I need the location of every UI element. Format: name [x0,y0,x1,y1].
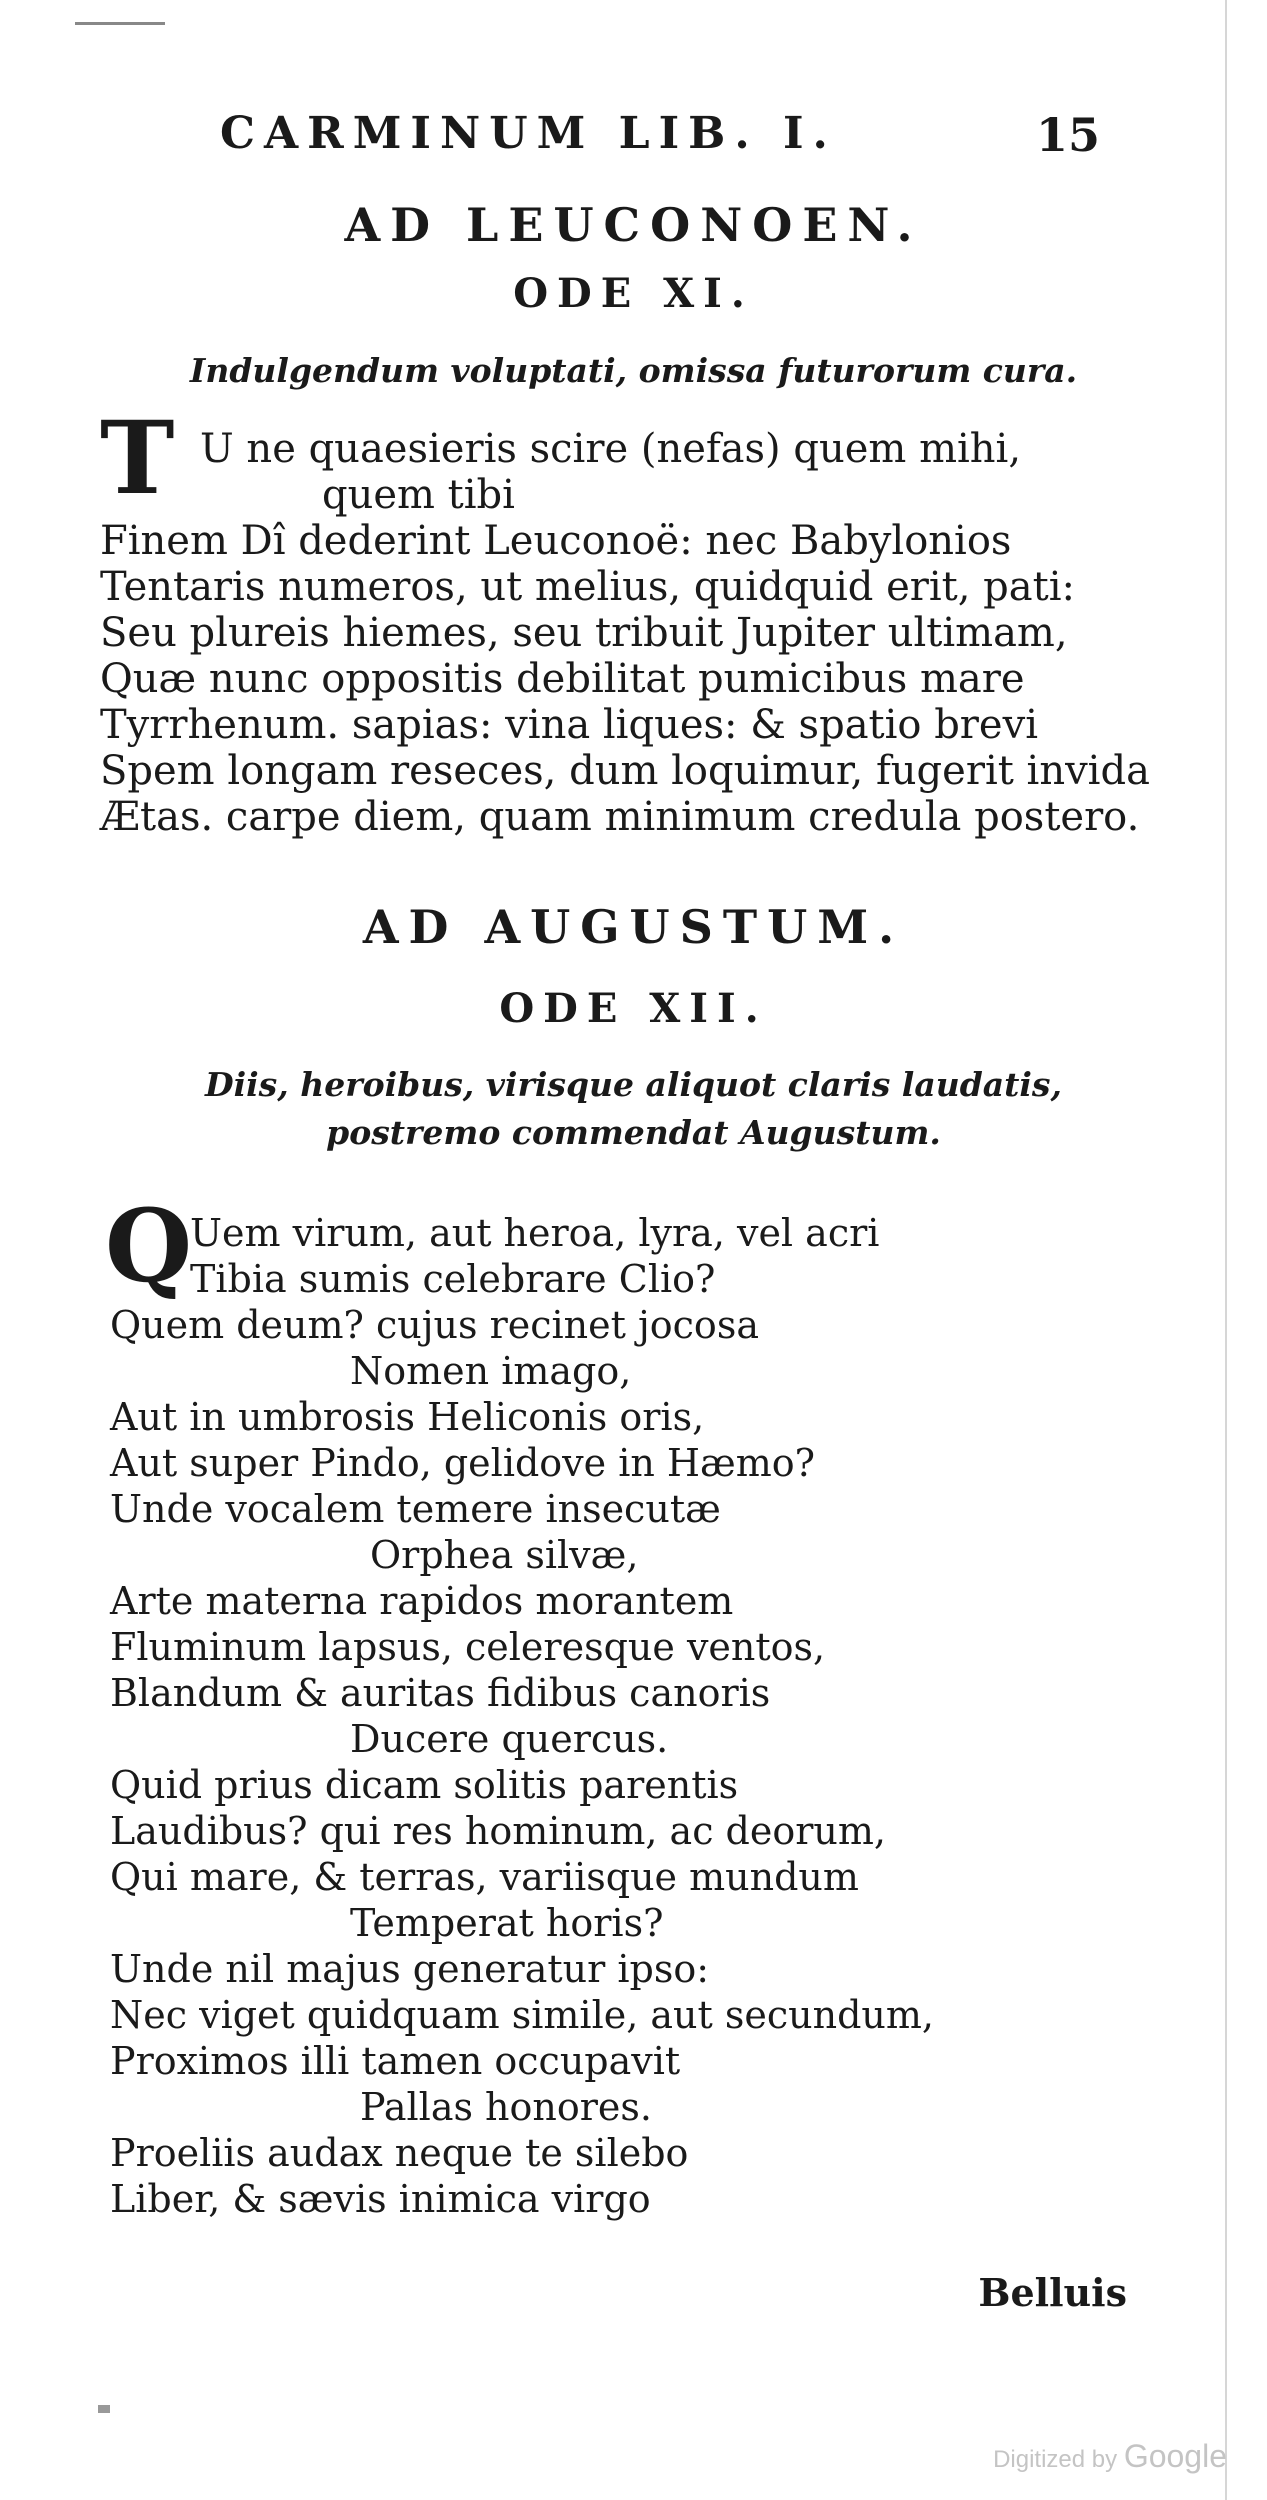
poem-line: Temperat horis? [350,1901,664,1945]
poem-line: Nomen imago, [350,1349,632,1393]
page-number: 15 [1035,108,1100,162]
poem-line: Proeliis audax neque te silebo [110,2131,689,2175]
digitized-prefix: Digitized by [993,2446,1118,2473]
ode12-poem [110,1210,934,2222]
poem-line: Finem Dî dederint Leuconoë: nec Babylonios [100,518,1012,564]
poem-line: Laudibus? qui res hominum, ac deorum, [110,1809,886,1853]
poem-line: Tentaris numeros, ut melius, quidquid erit, pati: [100,564,1075,610]
poem-line: Tyrrhenum. sapias: vina liques: & spatio brevi [100,702,1038,748]
poem-line: Quem deum? cujus recinet jocosa [110,1303,759,1347]
ode11-argument: Indulgendum voluptati, omissa futurorum cura. [189,351,1078,390]
poem-line: Aut in umbrosis Heliconis oris, [110,1395,705,1439]
poem-line: Unde vocalem temere insecutæ [110,1487,721,1531]
poem-line: Blandum & auritas fidibus canoris [110,1671,771,1715]
poem-line: Pallas honores. [360,2085,652,2129]
poem-line: Tibia sumis celebrare Clio? [190,1257,716,1301]
poem-line: Liber, & sævis inimica virgo [110,2177,651,2221]
poem-line: Quid prius dicam solitis parentis [110,1763,739,1807]
catchword: Belluis [978,2270,1127,2315]
poem-line: Nec viget quidquam simile, aut secundum, [110,1993,934,2037]
poem-line: Ducere quercus. [350,1717,669,1761]
poem-line: Aut super Pindo, gelidove in Hæmo? [110,1441,816,1485]
ode12-heading: AD AUGUSTUM. [362,900,905,954]
ode12-dropcap: Q [105,1187,193,1305]
poem-line: Seu plureis hiemes, seu tribuit Jupiter ultimam, [100,610,1068,656]
running-head-title: CARMINUM LIB. I. [220,108,837,159]
poem-line: Quæ nunc oppositis debilitat pumicibus mare [100,656,1025,702]
poem-line: U ne quaesieris scire (nefas) quem mihi, [200,426,1022,472]
poem-line: Spem longam reseces, dum loquimur, fugerit invida [100,748,1150,794]
digitized-brand: Google [1123,2438,1227,2474]
ode12-number: ODE XII. [499,985,768,1032]
running-head [220,108,1100,168]
ode12-argument-line-2: postremo commendat Augustum. [326,1113,941,1152]
poem-line: Uem virum, aut heroa, lyra, vel acri [190,1211,880,1255]
top-rule [75,22,165,25]
ode11-poem [100,426,1150,840]
footer-mark [98,2405,110,2413]
ode11-number: ODE XI. [513,270,754,317]
poem-line: Orphea silvæ, [370,1533,639,1577]
poem-line: Unde nil majus generatur ipso: [110,1947,710,1991]
ode11-dropcap: T [100,399,175,517]
poem-line: Proximos illi tamen occupavit [110,2039,681,2083]
poem-line: quem tibi [322,472,515,518]
ode12-argument-line-1: Diis, heroibus, virisque aliquot claris laudatis, [204,1065,1063,1104]
digitized-watermark [993,2438,1227,2475]
poem-line: Ætas. carpe diem, quam minimum credula postero. [100,794,1140,840]
poem-line: Qui mare, & terras, variisque mundum [110,1855,859,1899]
ode11-heading: AD LEUCONOEN. [344,198,923,252]
poem-line: Arte materna rapidos morantem [110,1579,734,1623]
poem-line: Fluminum lapsus, celeresque ventos, [110,1625,826,1669]
